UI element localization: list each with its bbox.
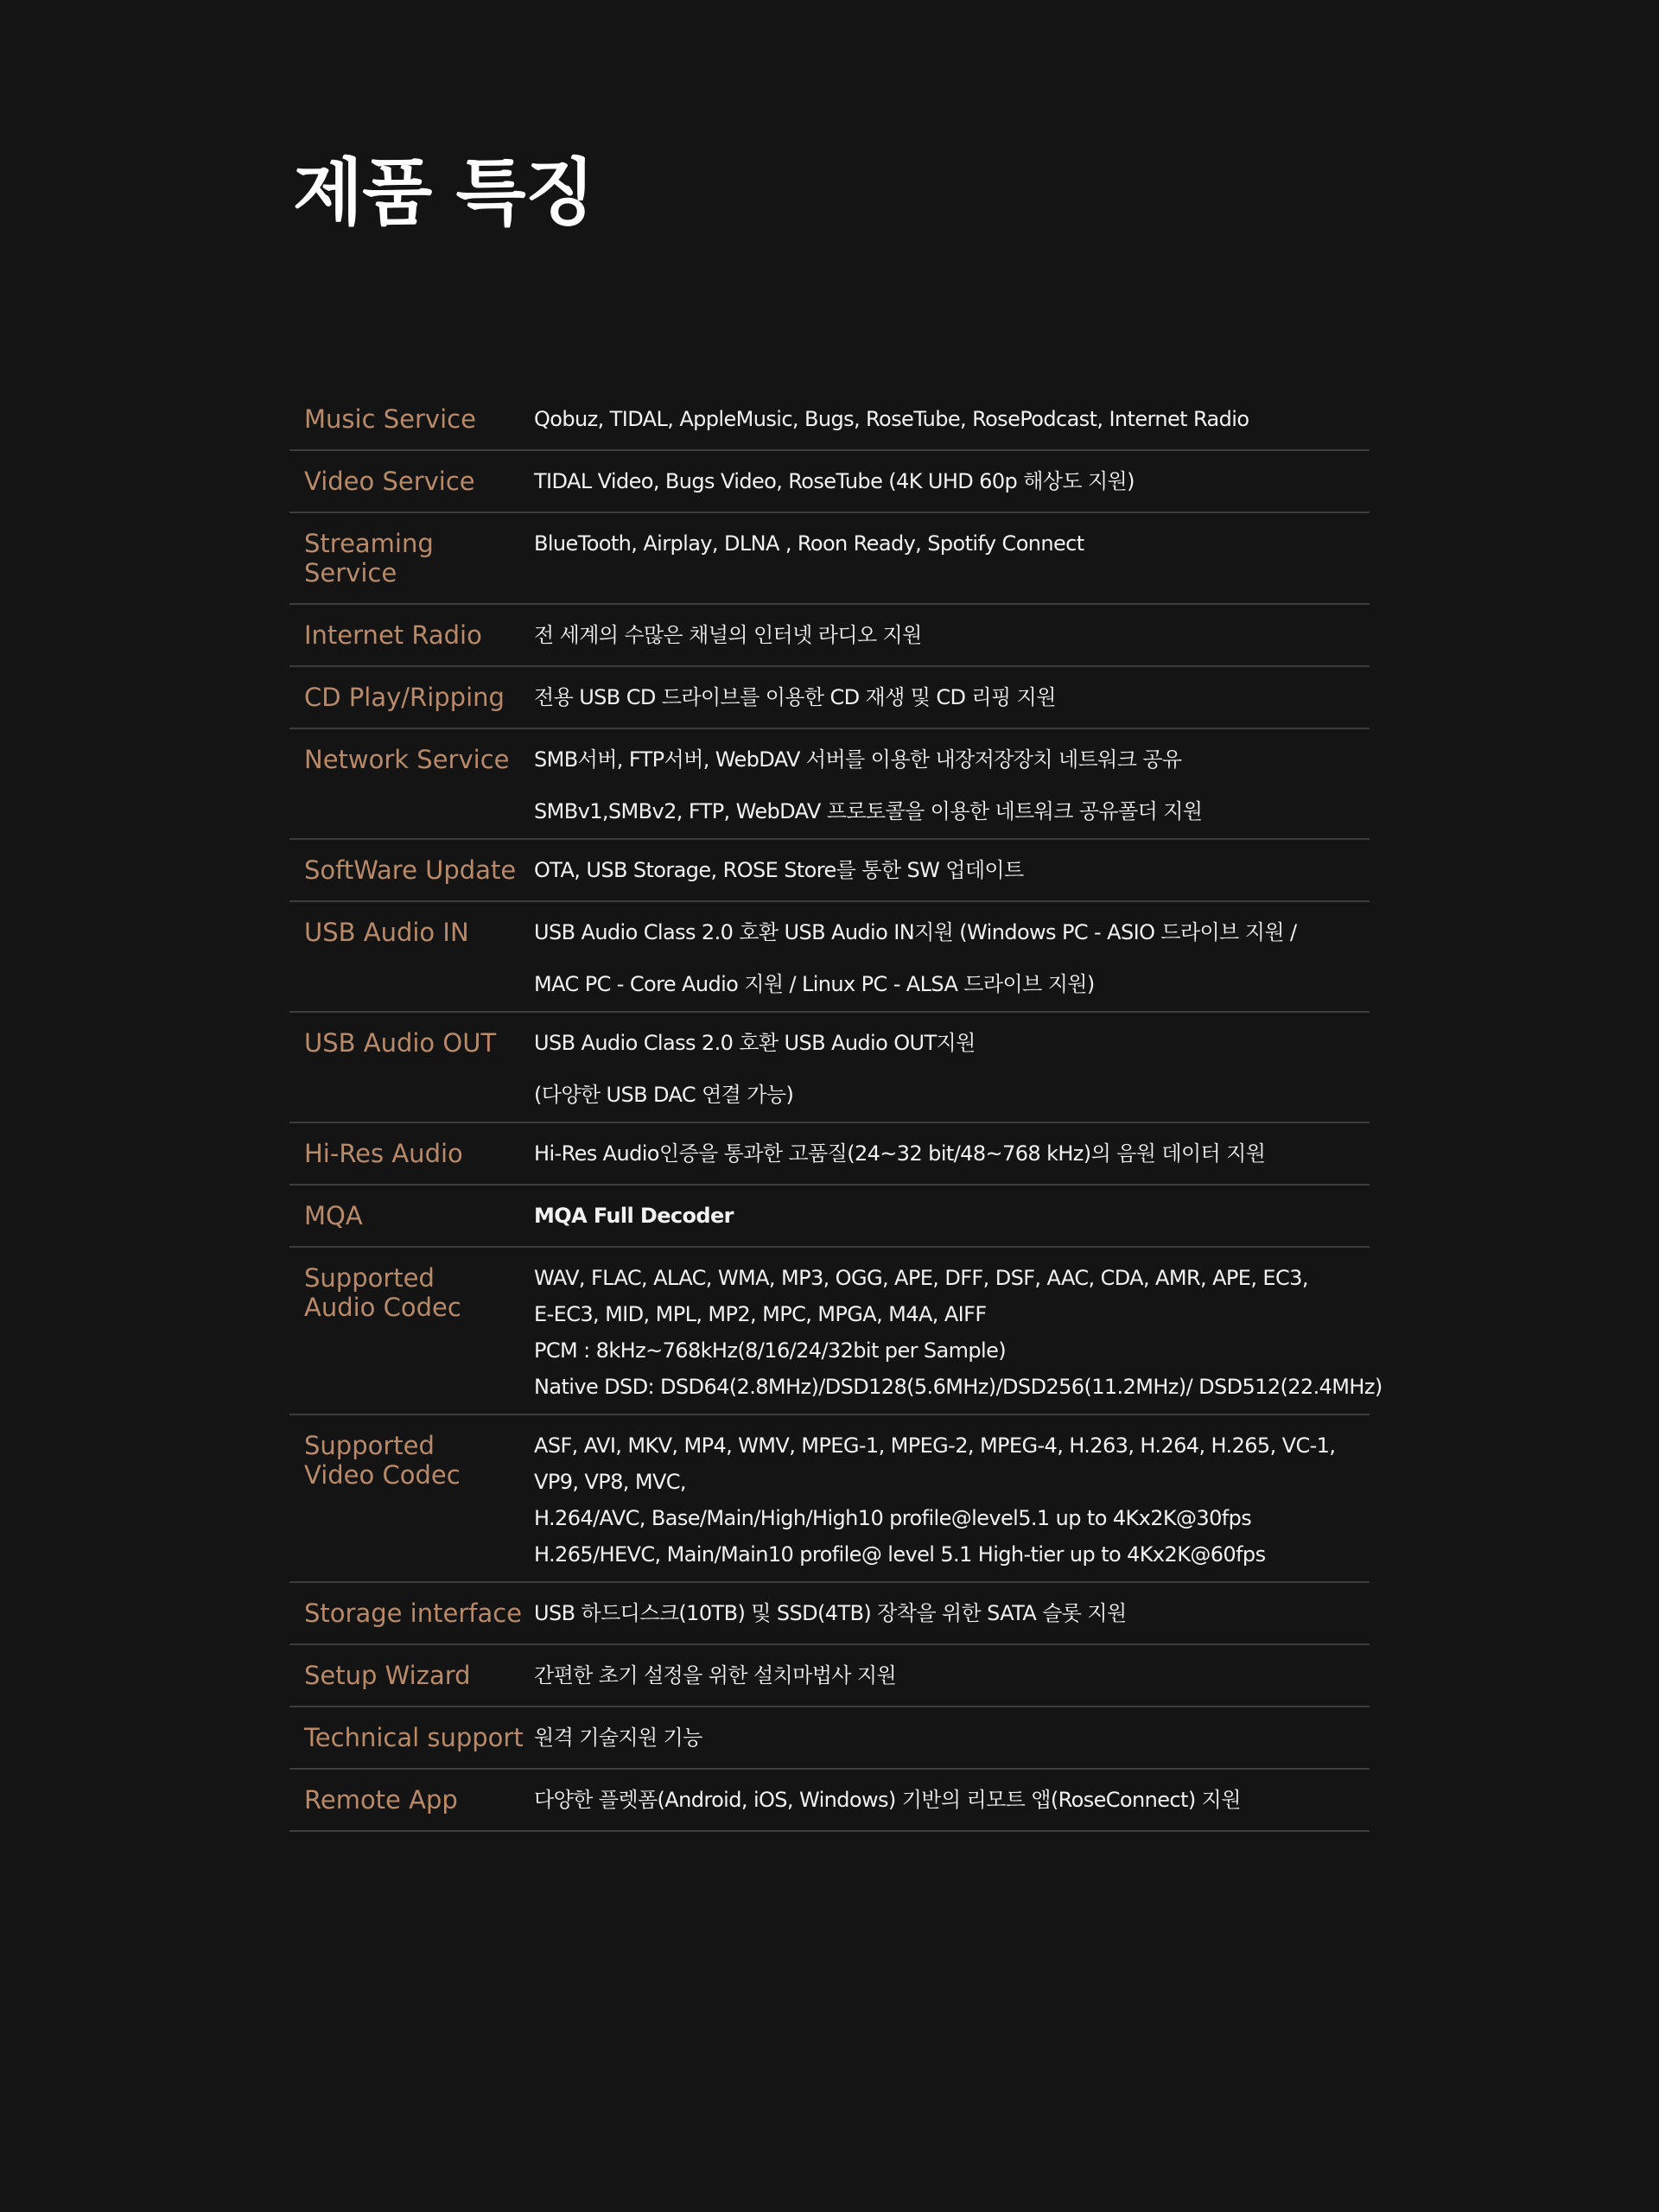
spec-value-line: USB 하드디스크(10TB) 및 SSD(4TB) 장착을 위한 SATA 슬롯 지원	[534, 1601, 1127, 1625]
spec-value-line: OTA, USB Storage, ROSE Store를 통한 SW 업데이트	[534, 858, 1024, 882]
spec-value-line: E-EC3, MID, MPL, MP2, MPC, MPGA, M4A, AIFF	[534, 1302, 987, 1326]
spec-value-line: Hi-Res Audio인증을 통과한 고품질(24~32 bit/48~768 kHz)의 음원 데이터 지원	[534, 1141, 1266, 1166]
spec-value-line: H.265/HEVC, Main/Main10 profile@ level 5.1 High-tier up to 4Kx2K@60fps	[534, 1542, 1266, 1567]
spec-values	[534, 529, 1370, 588]
spec-value-line: USB Audio Class 2.0 호환 USB Audio OUT지원	[534, 1031, 976, 1055]
spec-row	[289, 840, 1370, 902]
spec-row	[289, 667, 1370, 729]
spec-row	[289, 1185, 1370, 1248]
spec-label: MQA	[304, 1201, 363, 1230]
spec-values	[534, 1139, 1370, 1168]
spec-row	[289, 1013, 1370, 1123]
spec-row	[289, 1645, 1370, 1707]
spec-label: CD Play/Ripping	[304, 683, 505, 712]
spec-value-line: 전용 USB CD 드라이브를 이용한 CD 재생 및 CD 리핑 지원	[534, 685, 1056, 709]
spec-value-line: (다양한 USB DAC 연결 가능)	[534, 1083, 794, 1107]
spec-label: SoftWare Update	[304, 855, 517, 885]
spec-value-line: SMB서버, FTP서버, WebDAV 서버를 이용한 내장저장장치 네트워크 공유	[534, 747, 1182, 772]
spec-value-line: 전 세계의 수많은 채널의 인터넷 라디오 지원	[534, 623, 922, 647]
spec-row	[289, 1415, 1370, 1583]
spec-row	[289, 513, 1370, 605]
spec-label: Supported Video Codec	[304, 1431, 461, 1490]
spec-label: Music Service	[304, 404, 476, 434]
spec-values	[534, 620, 1370, 650]
spec-value-line: BlueTooth, Airplay, DLNA , Roon Ready, Spotify Connect	[534, 531, 1084, 556]
spec-value-line: 간편한 초기 설정을 위한 설치마법사 지원	[534, 1663, 897, 1688]
spec-value-line: USB Audio Class 2.0 호환 USB Audio IN지원 (Windows PC - ASIO 드라이브 지원 /	[534, 920, 1297, 944]
spec-value-line: SMBv1,SMBv2, FTP, WebDAV 프로토콜을 이용한 네트워크 공유폴더 지원	[534, 799, 1203, 823]
spec-value-line: ASF, AVI, MKV, MP4, WMV, MPEG-1, MPEG-2, MPEG-4, H.263, H.264, H.265, VC-1,	[534, 1433, 1336, 1458]
spec-row	[289, 1248, 1382, 1415]
spec-label: Network Service	[304, 745, 510, 774]
spec-value-line: PCM : 8kHz~768kHz(8/16/24/32bit per Sample)	[534, 1338, 1007, 1363]
spec-label: USB Audio OUT	[304, 1028, 497, 1058]
spec-value-line: H.264/AVC, Base/Main/High/High10 profile@level5.1 up to 4Kx2K@30fps	[534, 1506, 1252, 1530]
spec-value-line: MAC PC - Core Audio 지원 / Linux PC - ALSA 드라이브 지원)	[534, 972, 1095, 996]
spec-row	[289, 1770, 1370, 1832]
spec-label: Video Service	[304, 467, 475, 496]
spec-value-line: WAV, FLAC, ALAC, WMA, MP3, OGG, APE, DFF, DSF, AAC, CDA, AMR, APE, EC3,	[534, 1266, 1308, 1290]
spec-values	[534, 1028, 1370, 1106]
spec-label: Streaming Service	[304, 529, 434, 588]
spec-value-line: TIDAL Video, Bugs Video, RoseTube (4K UHD 60p 해상도 지원)	[534, 469, 1135, 493]
spec-row	[289, 902, 1370, 1013]
spec-values	[534, 855, 1370, 885]
spec-row	[289, 451, 1370, 513]
spec-values	[534, 1785, 1370, 1815]
spec-values	[534, 918, 1370, 995]
spec-values	[534, 1723, 1370, 1752]
spec-row	[289, 1707, 1370, 1770]
spec-values	[534, 1431, 1370, 1566]
spec-label: Hi-Res Audio	[304, 1139, 463, 1168]
spec-label: Technical support	[304, 1723, 524, 1752]
spec-values	[534, 1661, 1370, 1690]
spec-row	[289, 605, 1370, 667]
spec-value-line: 다양한 플렛폼(Android, iOS, Windows) 기반의 리모트 앱(RoseConnect) 지원	[534, 1788, 1241, 1812]
spec-label: Internet Radio	[304, 620, 482, 650]
spec-value-line: Qobuz, TIDAL, AppleMusic, Bugs, RoseTube, RosePodcast, Internet Radio	[534, 407, 1249, 431]
spec-label: Supported Audio Codec	[304, 1263, 461, 1322]
spec-label: Remote App	[304, 1785, 458, 1815]
spec-table	[289, 389, 1382, 1832]
spec-values	[534, 1599, 1370, 1628]
spec-value-line: 원격 기술지원 기능	[534, 1726, 702, 1750]
spec-row	[289, 1123, 1370, 1185]
spec-value-line: VP9, VP8, MVC,	[534, 1470, 686, 1494]
spec-value-line: Native DSD: DSD64(2.8MHz)/DSD128(5.6MHz)/DSD256(11.2MHz)/ DSD512(22.4MHz)	[534, 1375, 1382, 1399]
spec-row	[289, 389, 1370, 451]
spec-value-line: MQA Full Decoder	[534, 1204, 734, 1228]
spec-values	[534, 745, 1370, 823]
spec-values	[534, 683, 1370, 712]
spec-label: Storage interface	[304, 1599, 523, 1628]
spec-values	[534, 1263, 1382, 1398]
spec-values	[534, 467, 1370, 496]
spec-label: Setup Wizard	[304, 1661, 471, 1690]
spec-row	[289, 729, 1370, 840]
spec-row	[289, 1583, 1370, 1645]
page-title: 제품 특징	[293, 150, 594, 235]
spec-label: USB Audio IN	[304, 918, 469, 947]
spec-values	[534, 404, 1370, 434]
spec-values	[534, 1201, 1370, 1230]
